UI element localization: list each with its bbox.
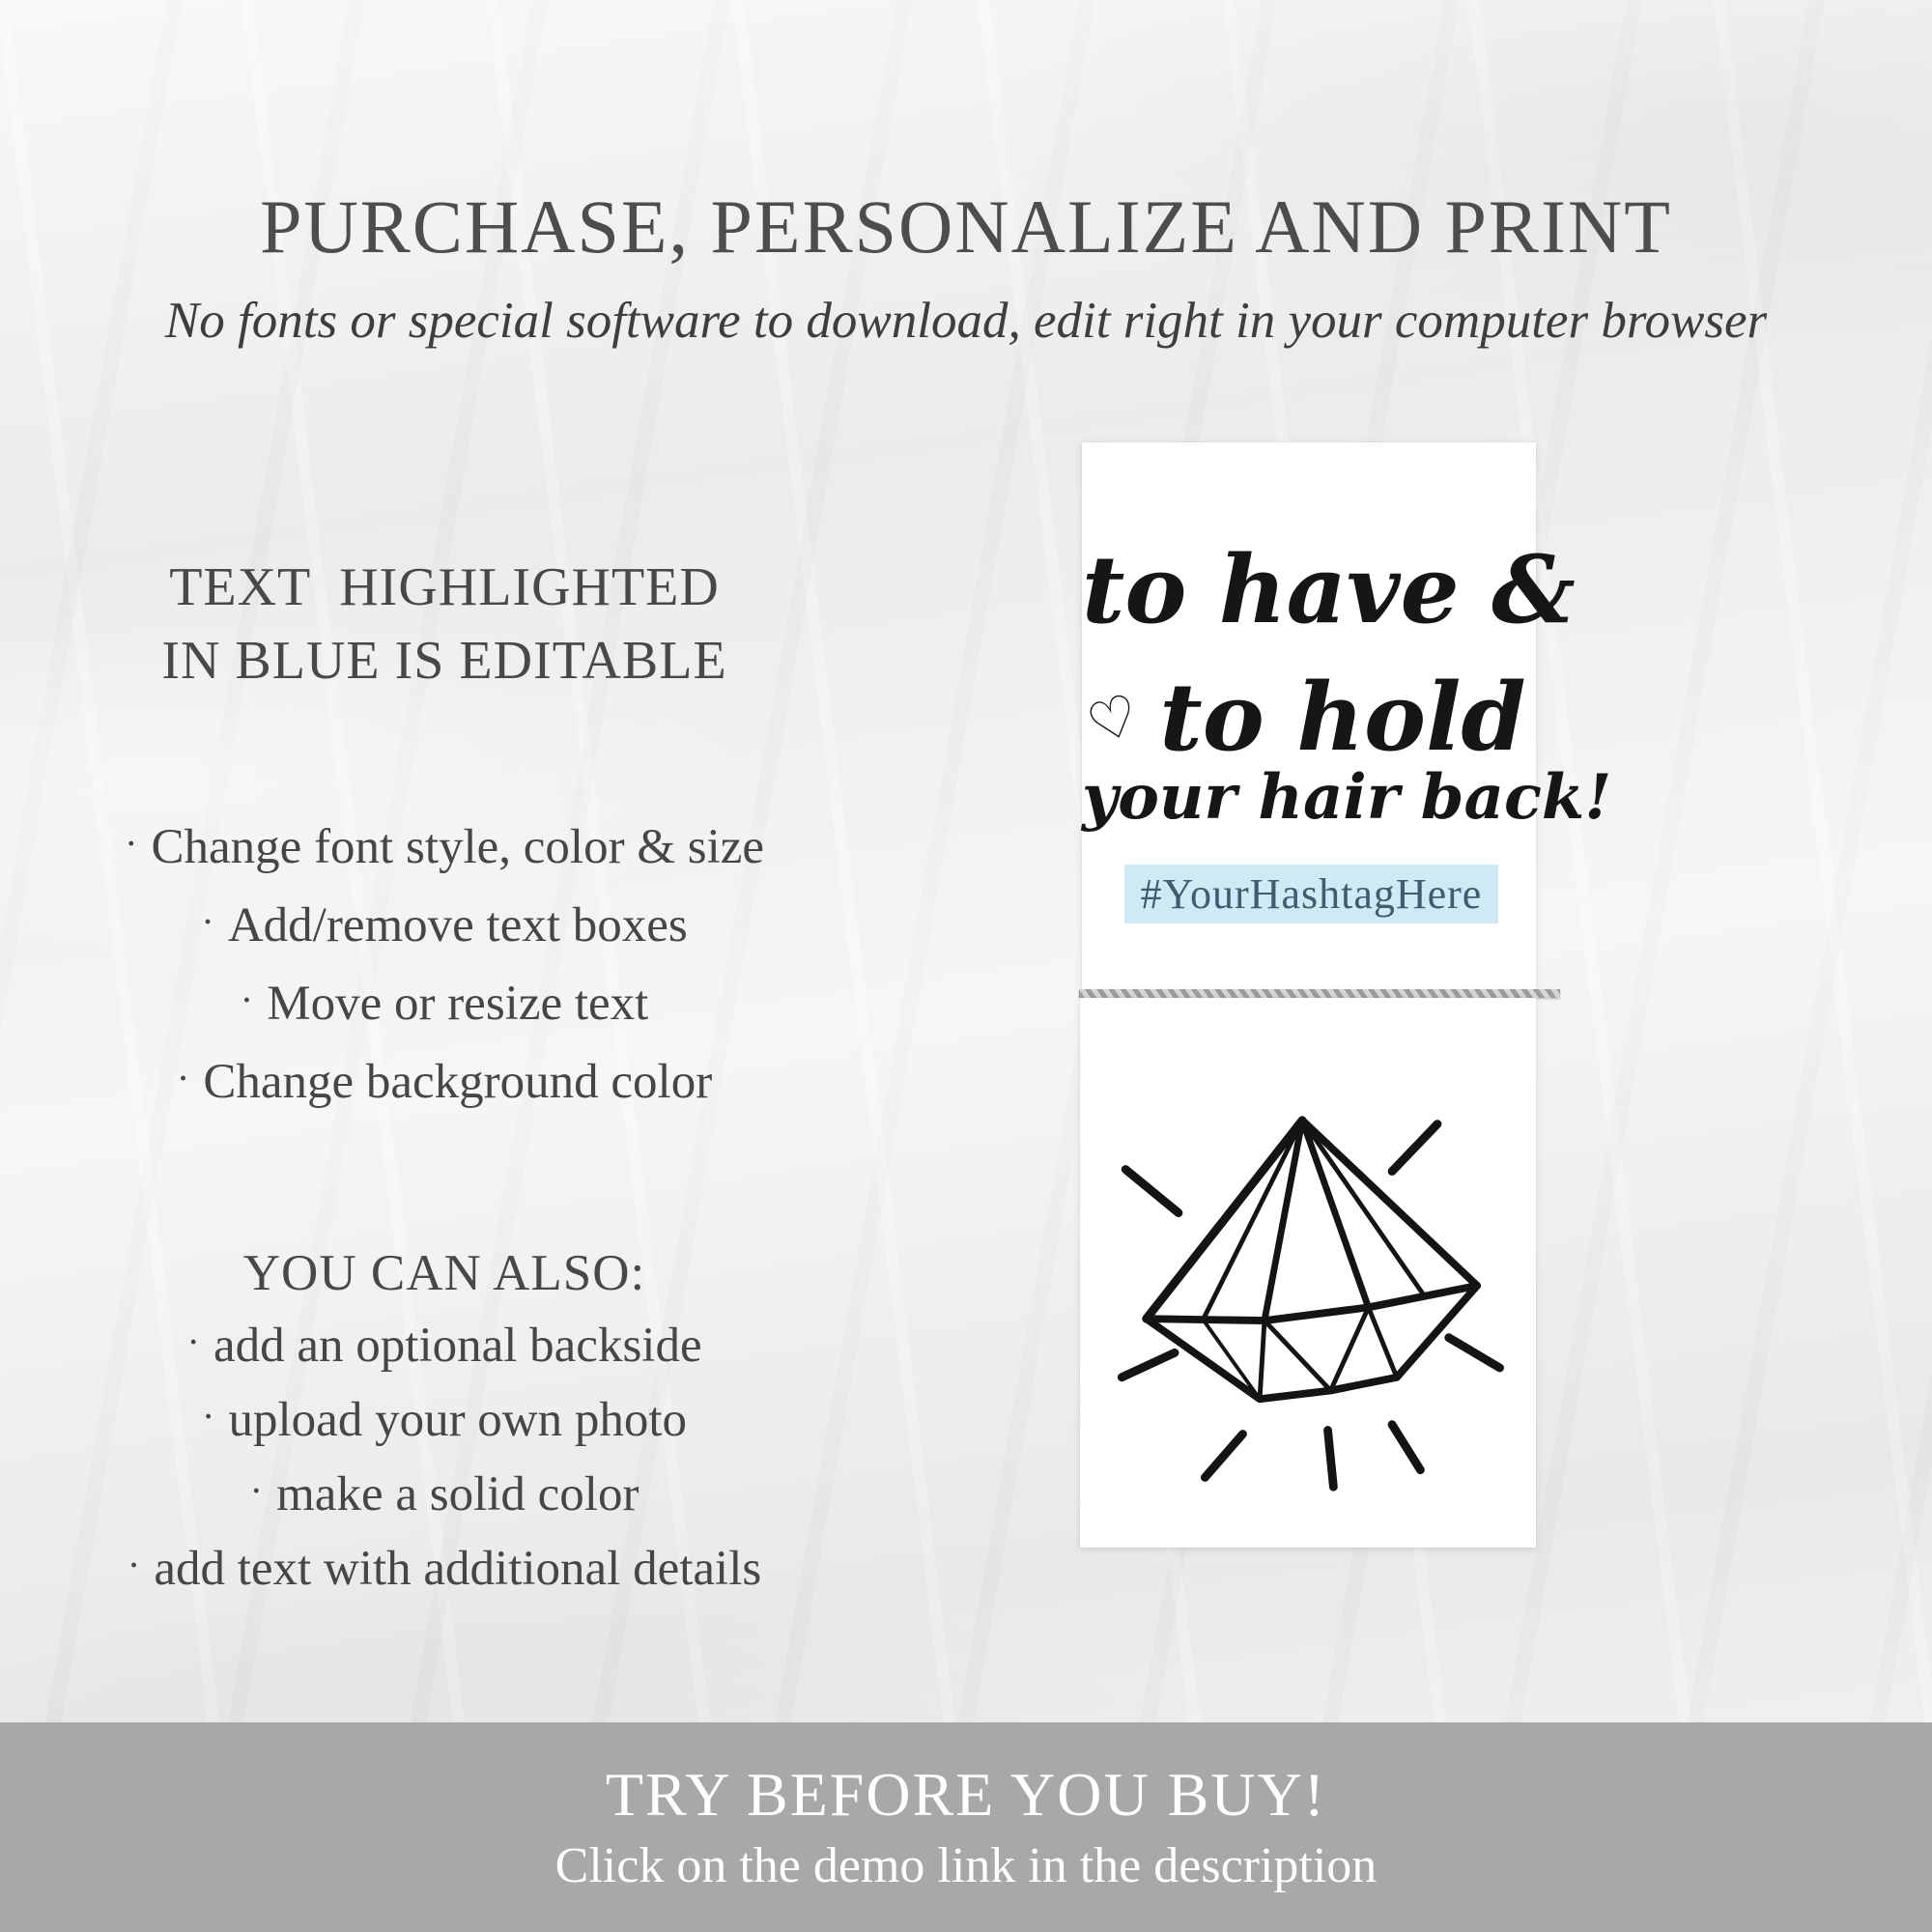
bullet-dot-icon: · bbox=[176, 1057, 190, 1100]
list-item-label: Add/remove text boxes bbox=[227, 898, 688, 952]
script-line-3: your hair back! bbox=[1082, 761, 1612, 834]
bullet-dot-icon: · bbox=[201, 1395, 215, 1438]
card-divider bbox=[1079, 989, 1560, 998]
list-item-label: Change background color bbox=[203, 1055, 713, 1109]
list-item bbox=[39, 810, 850, 888]
editable-note-line1: TEXT HIGHLIGHTED bbox=[169, 557, 720, 617]
page-subtitle: No fonts or special software to download, edit right in your computer browser bbox=[164, 293, 1768, 349]
list-item bbox=[39, 966, 850, 1044]
favor-tag-front-card bbox=[1079, 442, 1612, 989]
bullet-dot-icon: · bbox=[240, 979, 254, 1022]
list-item-label: Move or resize text bbox=[267, 977, 649, 1031]
bullet-dot-icon: · bbox=[186, 1321, 200, 1364]
list-item bbox=[39, 1384, 850, 1459]
bullet-dot-icon: · bbox=[124, 822, 138, 866]
footer-banner bbox=[0, 1722, 1932, 1932]
footer-subtitle: Click on the demo link in the description bbox=[554, 1837, 1378, 1893]
you-can-also-heading: YOU CAN ALSO: bbox=[242, 1245, 646, 1301]
list-item-label: Change font style, color & size bbox=[151, 820, 765, 874]
list-item-label: upload your own photo bbox=[228, 1393, 688, 1447]
list-item-label: add an optional backside bbox=[213, 1319, 702, 1373]
bullet-dot-icon: · bbox=[201, 900, 214, 944]
list-item bbox=[39, 1044, 850, 1122]
list-item bbox=[39, 888, 850, 966]
list-item bbox=[39, 1459, 850, 1533]
favor-tag-back-card bbox=[1080, 998, 1536, 1548]
list-item-label: make a solid color bbox=[276, 1467, 639, 1521]
bullet-dot-icon: · bbox=[127, 1544, 141, 1587]
editable-note bbox=[39, 551, 850, 697]
also-bullet-list bbox=[39, 1310, 850, 1607]
list-item-label: add text with additional details bbox=[154, 1542, 762, 1596]
script-line-1: to have & bbox=[1082, 535, 1576, 644]
list-item bbox=[39, 1310, 850, 1384]
feature-bullet-list bbox=[39, 810, 850, 1122]
script-line-2-text: to hold bbox=[1159, 663, 1526, 772]
diamond-sketch-illustration bbox=[1099, 1064, 1515, 1498]
list-item bbox=[39, 1533, 850, 1607]
bullet-dot-icon: · bbox=[249, 1469, 264, 1513]
hashtag-text: #YourHashtagHere bbox=[1140, 870, 1483, 918]
page-title: PURCHASE, PERSONALIZE AND PRINT bbox=[260, 185, 1672, 269]
editable-note-line2: IN BLUE IS EDITABLE bbox=[161, 631, 727, 691]
heart-icon: ♡ bbox=[1079, 680, 1148, 758]
hashtag-editable-field bbox=[1124, 865, 1498, 923]
footer-title: TRY BEFORE YOU BUY! bbox=[605, 1759, 1327, 1829]
script-line-2 bbox=[1079, 663, 1536, 772]
